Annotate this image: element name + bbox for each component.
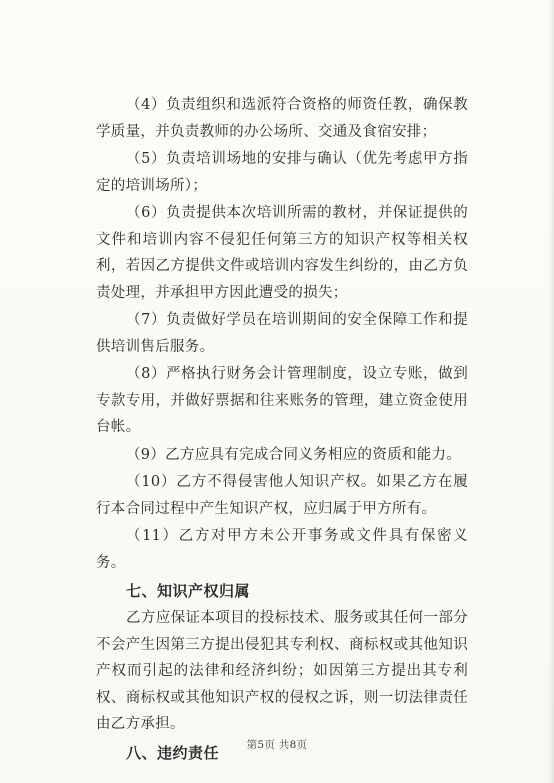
clause-10: （10）乙方不得侵害他人知识产权。如果乙方在履行本合同过程中产生知识产权，应归属于甲方所有。 — [96, 474, 468, 517]
clause-5: （5）负责培训场地的安排与确认（优先考虑甲方指定的培训场所）； — [96, 151, 468, 194]
clause-11: （11）乙方对甲方未公开事务或文件具有保密义务。 — [96, 528, 468, 571]
scan-edge-shadow — [548, 0, 554, 783]
clause-4: （4）负责组织和选派符合资格的师资任教，确保教学质量，并负责教师的办公场所、交通及食宿安排； — [96, 97, 468, 140]
clause-6: （6）负责提供本次培训所需的教材，并保证提供的文件和培训内容不侵犯任何第三方的知识产权等相关权利，若因乙方提供文件或培训内容发生纠纷的，由乙方负责处理，并承担甲方因此遭受的损失； — [96, 205, 468, 301]
section-7-body: 乙方应保证本项目的投标技术、服务或其任何一部分不会产生因第三方提出侵犯其专利权、商标权或其他知识产权而引起的法律和经济纠纷；如因第三方提出其专利权、商标权或其他知识产权的侵权之诉，则一切法律责任由乙方承担。 — [96, 610, 468, 732]
page-footer: 第5页 共8页 — [246, 739, 308, 751]
clause-7: （7）负责做好学员在培训期间的安全保障工作和提供培训售后服务。 — [96, 312, 468, 355]
section-8-heading: 八、违约责任 — [126, 743, 220, 762]
section-7-heading: 七、知识产权归属 — [126, 582, 251, 600]
page-content — [96, 92, 468, 767]
clause-8: （8）严格执行财务会计管理制度，设立专账，做到专款专用，并做好票据和往来账务的管理，建立资金使用台帐。 — [96, 366, 468, 435]
clause-9: （9）乙方应具有完成合同义务相应的资质和能力。 — [126, 446, 462, 463]
